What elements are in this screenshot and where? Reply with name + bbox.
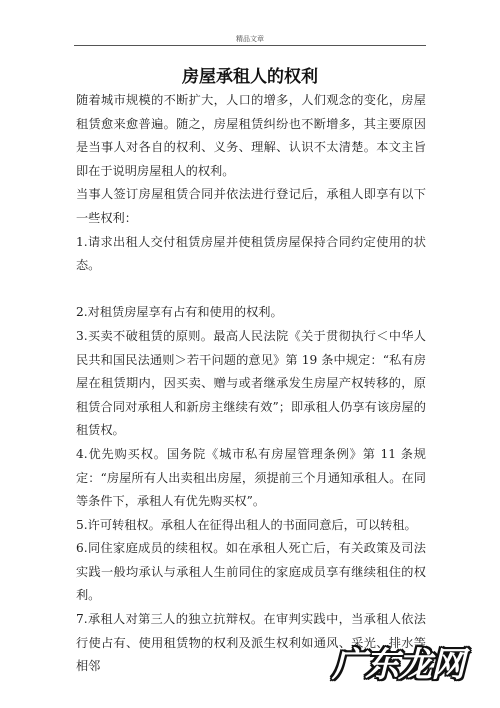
right-item-7: 7.承租人对第三人的独立抗辩权。在审判实践中，当承租人依法行使占有、使用租赁物的权利及派生权利如通风、采光、排水等相邻	[76, 612, 426, 674]
right-item-2: 2.对租赁房屋享有占有和使用的权利。	[76, 305, 283, 320]
site-watermark	[332, 637, 464, 686]
intro-paragraph: 随着城市规模的不断扩大，人口的增多，人们观念的变化，房屋租赁愈来愈普遍。随之，房屋租赁纠纷也不断增多，其主要原因是当事人对各自的权利、义务、理解、认识不太清楚。本文主旨即在于说明房屋租人的权利。	[76, 93, 426, 178]
header-divider	[74, 45, 426, 46]
right-item-3: 3.买卖不破租赁的原则。最高人民法院《关于贯彻执行＜中华人民共和国民法通则＞若干问题的意见》第 19 条中规定：“私有房屋在租赁期内，因买卖、赠与或者继承发生房屋产权转移的，原租赁合同对承租人和新房主继续有效”；即承租人仍享有该房屋的租赁权。	[76, 328, 426, 438]
rights-lead-paragraph: 当事人签订房屋租赁合同并依法进行登记后，承租人即享有以下一些权利：	[76, 187, 426, 225]
right-item-5: 5.许可转租权。承租人在征得出租人的书面同意后，可以转租。	[76, 517, 417, 532]
right-item-4: 4.优先购买权。国务院《城市私有房屋管理条例》第 11 条规定：“房屋所有人出卖租出房屋，须提前三个月通知承租人。在同等条件下，承租人有优先购买权”。	[76, 446, 426, 509]
watermark-text: 广东龙网	[332, 645, 464, 685]
article-title: 房屋承租人的权利	[182, 67, 318, 87]
right-item-1: 1.请求出租人交付租赁房屋并使租赁房屋保持合同约定使用的状态。	[76, 234, 426, 273]
article-body	[76, 89, 426, 679]
right-item-6: 6.同住家庭成员的续租权。如在承租人死亡后，有关政策及司法实践一般均承认与承租人生前同住的家庭成员享有继续租住的权利。	[76, 541, 426, 603]
page-header-label: 精品文章	[236, 35, 264, 43]
